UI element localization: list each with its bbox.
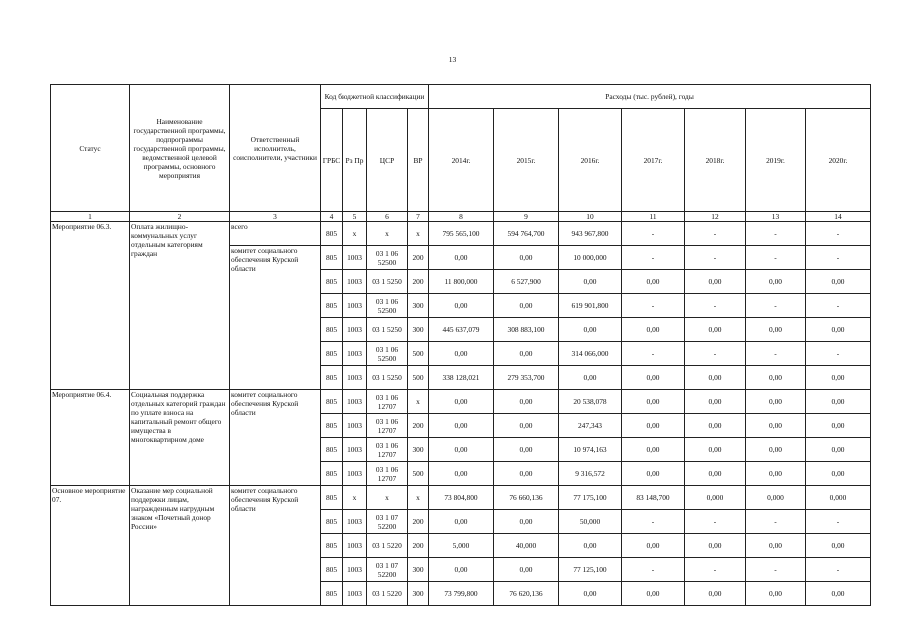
grbs-cell: 805 bbox=[321, 318, 343, 342]
amount-cell: - bbox=[622, 342, 685, 366]
amount-cell: 0,00 bbox=[622, 366, 685, 390]
amount-cell: 0,00 bbox=[622, 582, 685, 606]
vr-cell: 500 bbox=[408, 462, 429, 486]
grbs-cell: 805 bbox=[321, 558, 343, 582]
vr-cell: 200 bbox=[408, 270, 429, 294]
rzpr-cell: 1003 bbox=[343, 510, 367, 534]
name-cell: Социальная поддержка отдельных категорий граждан по уплате взноса на капитальный ремонт общего имущества в многоквартирном доме bbox=[130, 390, 230, 486]
amount-cell: 77 175,100 bbox=[559, 486, 622, 510]
amount-cell: 0,00 bbox=[685, 270, 746, 294]
rzpr-cell: 1003 bbox=[343, 318, 367, 342]
amount-cell: 0,00 bbox=[685, 462, 746, 486]
vr-cell: 200 bbox=[408, 246, 429, 270]
amount-cell: 50,000 bbox=[559, 510, 622, 534]
amount-cell: - bbox=[806, 510, 871, 534]
grbs-cell: 805 bbox=[321, 294, 343, 318]
amount-cell: 40,000 bbox=[494, 534, 559, 558]
amount-cell: - bbox=[806, 294, 871, 318]
amount-cell: 0,00 bbox=[746, 582, 806, 606]
responsible-cell: комитет социального обеспечения Курской области bbox=[230, 486, 321, 606]
amount-cell: 10 000,000 bbox=[559, 246, 622, 270]
column-number: 9 bbox=[494, 212, 559, 222]
csr-cell: 03 1 5220 bbox=[367, 534, 408, 558]
amount-cell: 11 800,000 bbox=[429, 270, 494, 294]
rzpr-cell: 1003 bbox=[343, 462, 367, 486]
vr-cell: 300 bbox=[408, 318, 429, 342]
header-year: 2014г. bbox=[429, 109, 494, 212]
amount-cell: - bbox=[806, 342, 871, 366]
vr-cell: 500 bbox=[408, 342, 429, 366]
amount-cell: 0,00 bbox=[806, 462, 871, 486]
amount-cell: 0,00 bbox=[429, 246, 494, 270]
amount-cell: - bbox=[746, 222, 806, 246]
amount-cell: 0,00 bbox=[429, 342, 494, 366]
amount-cell: 0,00 bbox=[622, 438, 685, 462]
grbs-cell: 805 bbox=[321, 366, 343, 390]
header-year: 2019г. bbox=[746, 109, 806, 212]
column-number: 5 bbox=[343, 212, 367, 222]
amount-cell: 0,00 bbox=[559, 582, 622, 606]
amount-cell: 73 799,800 bbox=[429, 582, 494, 606]
amount-cell: - bbox=[685, 510, 746, 534]
amount-cell: - bbox=[685, 294, 746, 318]
amount-cell: - bbox=[622, 510, 685, 534]
amount-cell: 83 148,700 bbox=[622, 486, 685, 510]
column-number: 6 bbox=[367, 212, 408, 222]
page-number: 13 bbox=[448, 55, 457, 64]
amount-cell: 0,00 bbox=[429, 294, 494, 318]
amount-cell: 0,00 bbox=[806, 366, 871, 390]
amount-cell: 0,00 bbox=[494, 414, 559, 438]
amount-cell: 0,00 bbox=[806, 534, 871, 558]
amount-cell: 5,000 bbox=[429, 534, 494, 558]
amount-cell: - bbox=[746, 558, 806, 582]
amount-cell: - bbox=[806, 222, 871, 246]
amount-cell: 0,00 bbox=[746, 438, 806, 462]
amount-cell: 0,00 bbox=[494, 558, 559, 582]
amount-cell: 0,00 bbox=[806, 270, 871, 294]
grbs-cell: 805 bbox=[321, 270, 343, 294]
amount-cell: - bbox=[746, 510, 806, 534]
csr-cell: x bbox=[367, 486, 408, 510]
amount-cell: 0,00 bbox=[494, 438, 559, 462]
amount-cell: 0,00 bbox=[746, 534, 806, 558]
amount-cell: 0,00 bbox=[746, 462, 806, 486]
grbs-cell: 805 bbox=[321, 222, 343, 246]
amount-cell: 247,343 bbox=[559, 414, 622, 438]
amount-cell: 594 764,700 bbox=[494, 222, 559, 246]
grbs-cell: 805 bbox=[321, 414, 343, 438]
amount-cell: 0,00 bbox=[685, 318, 746, 342]
amount-cell: 0,00 bbox=[494, 510, 559, 534]
amount-cell: - bbox=[622, 222, 685, 246]
vr-cell: 200 bbox=[408, 510, 429, 534]
amount-cell: - bbox=[806, 558, 871, 582]
rzpr-cell: 1003 bbox=[343, 246, 367, 270]
amount-cell: 0,00 bbox=[494, 390, 559, 414]
responsible-cell: всего bbox=[230, 222, 321, 246]
amount-cell: 0,00 bbox=[685, 414, 746, 438]
column-number: 11 bbox=[622, 212, 685, 222]
amount-cell: 0,00 bbox=[685, 366, 746, 390]
csr-cell: 03 1 06 52500 bbox=[367, 342, 408, 366]
table-row bbox=[51, 390, 871, 414]
amount-cell: 0,00 bbox=[685, 534, 746, 558]
header-responsible: Ответственный исполнитель, соисполнители, участники bbox=[230, 85, 321, 212]
vr-cell: 300 bbox=[408, 582, 429, 606]
header-year: 2018г. bbox=[685, 109, 746, 212]
header-budget-code: Код бюджетной классификации bbox=[321, 85, 429, 109]
csr-cell: 03 1 5250 bbox=[367, 270, 408, 294]
amount-cell: 0,00 bbox=[806, 318, 871, 342]
grbs-cell: 805 bbox=[321, 342, 343, 366]
rzpr-cell: 1003 bbox=[343, 366, 367, 390]
amount-cell: - bbox=[622, 246, 685, 270]
vr-cell: 200 bbox=[408, 414, 429, 438]
amount-cell: 0,00 bbox=[429, 438, 494, 462]
amount-cell: 20 538,078 bbox=[559, 390, 622, 414]
column-number: 3 bbox=[230, 212, 321, 222]
header-year: 2020г. bbox=[806, 109, 871, 212]
amount-cell: - bbox=[622, 294, 685, 318]
name-cell: Оказание мер социальной поддержки лицам, награжденным нагрудным знаком «Почетный донор России» bbox=[130, 486, 230, 606]
header-year: 2015г. bbox=[494, 109, 559, 212]
amount-cell: 279 353,700 bbox=[494, 366, 559, 390]
column-number: 1 bbox=[51, 212, 130, 222]
amount-cell: 0,00 bbox=[429, 558, 494, 582]
csr-cell: 03 1 06 12707 bbox=[367, 390, 408, 414]
amount-cell: 0,00 bbox=[806, 390, 871, 414]
rzpr-cell: x bbox=[343, 222, 367, 246]
vr-cell: 500 bbox=[408, 366, 429, 390]
amount-cell: 0,00 bbox=[559, 270, 622, 294]
rzpr-cell: 1003 bbox=[343, 534, 367, 558]
csr-cell: 03 1 5220 bbox=[367, 582, 408, 606]
csr-cell: 03 1 06 12707 bbox=[367, 438, 408, 462]
amount-cell: 0,00 bbox=[685, 438, 746, 462]
amount-cell: 73 804,800 bbox=[429, 486, 494, 510]
amount-cell: - bbox=[685, 246, 746, 270]
csr-cell: 03 1 07 52200 bbox=[367, 558, 408, 582]
csr-cell: 03 1 06 12707 bbox=[367, 414, 408, 438]
amount-cell: 0,00 bbox=[429, 510, 494, 534]
amount-cell: 0,000 bbox=[806, 486, 871, 510]
amount-cell: 0,000 bbox=[746, 486, 806, 510]
csr-cell: 03 1 07 52200 bbox=[367, 510, 408, 534]
grbs-cell: 805 bbox=[321, 246, 343, 270]
csr-cell: 03 1 06 52500 bbox=[367, 246, 408, 270]
amount-cell: - bbox=[685, 222, 746, 246]
table-row bbox=[51, 486, 871, 510]
rzpr-cell: 1003 bbox=[343, 294, 367, 318]
amount-cell: - bbox=[746, 294, 806, 318]
column-number: 13 bbox=[746, 212, 806, 222]
amount-cell: - bbox=[685, 558, 746, 582]
header-vr: ВР bbox=[408, 109, 429, 212]
amount-cell: 0,00 bbox=[622, 270, 685, 294]
rzpr-cell: x bbox=[343, 486, 367, 510]
amount-cell: - bbox=[746, 342, 806, 366]
vr-cell: 300 bbox=[408, 294, 429, 318]
amount-cell: 0,00 bbox=[559, 366, 622, 390]
column-number: 4 bbox=[321, 212, 343, 222]
amount-cell: 0,00 bbox=[806, 582, 871, 606]
amount-cell: 9 316,572 bbox=[559, 462, 622, 486]
vr-cell: 200 bbox=[408, 534, 429, 558]
amount-cell: 795 565,100 bbox=[429, 222, 494, 246]
amount-cell: 445 637,079 bbox=[429, 318, 494, 342]
amount-cell: 619 901,800 bbox=[559, 294, 622, 318]
name-cell: Оплата жилищно-коммунальных услуг отдельным категориям граждан bbox=[130, 222, 230, 390]
grbs-cell: 805 bbox=[321, 486, 343, 510]
amount-cell: 0,000 bbox=[685, 486, 746, 510]
amount-cell: 0,00 bbox=[622, 318, 685, 342]
amount-cell: 76 620,136 bbox=[494, 582, 559, 606]
grbs-cell: 805 bbox=[321, 582, 343, 606]
rzpr-cell: 1003 bbox=[343, 558, 367, 582]
status-cell: Основное мероприятие 07. bbox=[51, 486, 130, 606]
amount-cell: 76 660,136 bbox=[494, 486, 559, 510]
rzpr-cell: 1003 bbox=[343, 342, 367, 366]
amount-cell: 0,00 bbox=[429, 414, 494, 438]
amount-cell: 10 974,163 bbox=[559, 438, 622, 462]
amount-cell: 943 967,800 bbox=[559, 222, 622, 246]
status-cell: Мероприятие 06.3. bbox=[51, 222, 130, 390]
amount-cell: - bbox=[622, 558, 685, 582]
amount-cell: 0,00 bbox=[622, 462, 685, 486]
column-number: 14 bbox=[806, 212, 871, 222]
vr-cell: x bbox=[408, 222, 429, 246]
csr-cell: 03 1 5250 bbox=[367, 318, 408, 342]
amount-cell: 0,00 bbox=[622, 534, 685, 558]
responsible-cell: комитет социального обеспечения Курской области bbox=[230, 390, 321, 486]
rzpr-cell: 1003 bbox=[343, 390, 367, 414]
table-row bbox=[51, 222, 871, 246]
amount-cell: 0,00 bbox=[746, 390, 806, 414]
amount-cell: 0,00 bbox=[622, 414, 685, 438]
amount-cell: 0,00 bbox=[746, 366, 806, 390]
amount-cell: 314 066,000 bbox=[559, 342, 622, 366]
rzpr-cell: 1003 bbox=[343, 270, 367, 294]
header-grbs: ГРБС bbox=[321, 109, 343, 212]
grbs-cell: 805 bbox=[321, 390, 343, 414]
amount-cell: 0,00 bbox=[494, 294, 559, 318]
amount-cell: - bbox=[746, 246, 806, 270]
amount-cell: 0,00 bbox=[622, 390, 685, 414]
status-cell: Мероприятие 06.4. bbox=[51, 390, 130, 486]
grbs-cell: 805 bbox=[321, 462, 343, 486]
header-rzpr: Рз Пр bbox=[343, 109, 367, 212]
amount-cell: 0,00 bbox=[685, 390, 746, 414]
amount-cell: 0,00 bbox=[685, 582, 746, 606]
amount-cell: 0,00 bbox=[429, 390, 494, 414]
amount-cell: 0,00 bbox=[746, 270, 806, 294]
vr-cell: 300 bbox=[408, 438, 429, 462]
amount-cell: 0,00 bbox=[806, 414, 871, 438]
budget-table bbox=[50, 84, 871, 606]
amount-cell: - bbox=[806, 246, 871, 270]
amount-cell: 0,00 bbox=[429, 462, 494, 486]
amount-cell: 0,00 bbox=[559, 318, 622, 342]
column-number: 10 bbox=[559, 212, 622, 222]
amount-cell: 0,00 bbox=[746, 318, 806, 342]
responsible-cell: комитет социального обеспечения Курской области bbox=[230, 246, 321, 390]
csr-cell: x bbox=[367, 222, 408, 246]
header-year: 2017г. bbox=[622, 109, 685, 212]
amount-cell: 0,00 bbox=[494, 462, 559, 486]
header-name: Наименование государственной программы, подпрограммы государственной программы, ведомственной целевой программы, основного мероприятия bbox=[130, 85, 230, 212]
amount-cell: 308 883,100 bbox=[494, 318, 559, 342]
column-number: 8 bbox=[429, 212, 494, 222]
amount-cell: 0,00 bbox=[494, 342, 559, 366]
column-number: 2 bbox=[130, 212, 230, 222]
csr-cell: 03 1 06 12707 bbox=[367, 462, 408, 486]
grbs-cell: 805 bbox=[321, 510, 343, 534]
column-number: 12 bbox=[685, 212, 746, 222]
amount-cell: 6 527,900 bbox=[494, 270, 559, 294]
rzpr-cell: 1003 bbox=[343, 414, 367, 438]
amount-cell: 0,00 bbox=[559, 534, 622, 558]
amount-cell: 0,00 bbox=[806, 438, 871, 462]
amount-cell: - bbox=[685, 342, 746, 366]
header-expenses: Расходы (тыс. рублей), годы bbox=[429, 85, 871, 109]
amount-cell: 77 125,100 bbox=[559, 558, 622, 582]
rzpr-cell: 1003 bbox=[343, 582, 367, 606]
csr-cell: 03 1 5250 bbox=[367, 366, 408, 390]
amount-cell: 338 128,021 bbox=[429, 366, 494, 390]
rzpr-cell: 1003 bbox=[343, 438, 367, 462]
header-csr: ЦСР bbox=[367, 109, 408, 212]
grbs-cell: 805 bbox=[321, 438, 343, 462]
vr-cell: x bbox=[408, 486, 429, 510]
vr-cell: 300 bbox=[408, 558, 429, 582]
grbs-cell: 805 bbox=[321, 534, 343, 558]
header-status: Статус bbox=[51, 85, 130, 212]
amount-cell: 0,00 bbox=[494, 246, 559, 270]
header-year: 2016г. bbox=[559, 109, 622, 212]
amount-cell: 0,00 bbox=[746, 414, 806, 438]
vr-cell: x bbox=[408, 390, 429, 414]
csr-cell: 03 1 06 52500 bbox=[367, 294, 408, 318]
column-number: 7 bbox=[408, 212, 429, 222]
